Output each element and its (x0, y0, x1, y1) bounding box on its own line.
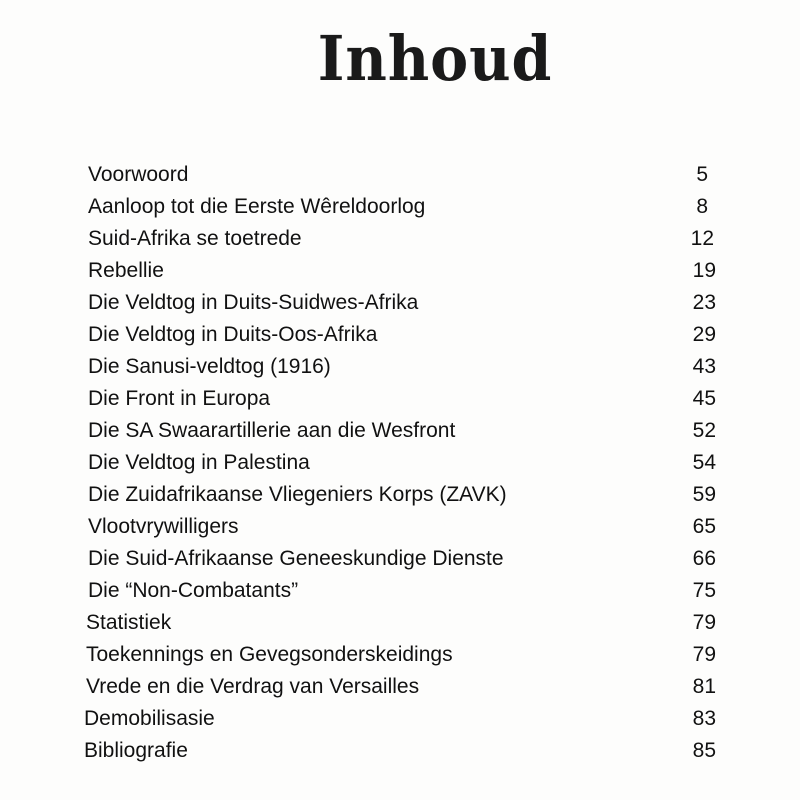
toc-entry (0, 160, 800, 190)
toc-entry-page: 8 (696, 195, 708, 218)
toc-entry-title: Aanloop tot die Eerste Wêreldoorlog (88, 195, 426, 218)
toc-entry (0, 192, 800, 222)
toc-entry-title: Die Suid-Afrikaanse Geneeskundige Dienste (88, 547, 504, 570)
toc-entry (0, 704, 800, 734)
toc-entry (0, 672, 800, 702)
toc-entry-page: 19 (692, 259, 716, 282)
toc-entry-title: Die Veldtog in Duits-Oos-Afrika (88, 323, 378, 346)
toc-entry-page: 43 (692, 355, 716, 378)
toc-entry-title: Toekennings en Gevegsonderskeidings (86, 643, 453, 666)
toc-entry-page: 23 (692, 291, 716, 314)
toc-entry-page: 79 (692, 643, 716, 666)
toc-entry (0, 384, 800, 414)
toc-entry-title: Vlootvrywilligers (88, 515, 239, 538)
toc-entry-page: 12 (690, 227, 714, 250)
toc-entry-page: 66 (692, 547, 716, 570)
toc-entry (0, 288, 800, 318)
toc-entry (0, 512, 800, 542)
toc-entry-page: 59 (692, 483, 716, 506)
toc-entry-title: Bibliografie (84, 739, 188, 762)
toc-entry-title: Die SA Swaarartillerie aan die Wesfront (88, 419, 456, 442)
toc-entry-page: 5 (696, 163, 708, 186)
toc-entry (0, 640, 800, 670)
toc-entry (0, 320, 800, 350)
toc-entry-page: 83 (692, 707, 716, 730)
toc-entry-title: Die Veldtog in Duits-Suidwes-Afrika (88, 291, 419, 314)
toc-entry-title: Die Sanusi-veldtog (1916) (88, 355, 331, 378)
toc-entry-page: 85 (692, 739, 716, 762)
page-title: Inhoud (317, 22, 553, 95)
toc-entry-page: 79 (692, 611, 716, 634)
toc-entry-title: Suid-Afrika se toetrede (88, 227, 302, 250)
toc-entry (0, 736, 800, 766)
toc-entry-page: 75 (692, 579, 716, 602)
toc-entry (0, 608, 800, 638)
toc-entry-title: Rebellie (88, 259, 164, 282)
toc-entry-page: 45 (692, 387, 716, 410)
toc-entry-page: 81 (692, 675, 716, 698)
toc-entry-page: 29 (692, 323, 716, 346)
toc-entry-title: Demobilisasie (84, 707, 215, 730)
toc-entry-title: Voorwoord (88, 163, 189, 186)
toc-entry-title: Die “Non-Combatants” (88, 579, 299, 602)
toc-entry-title: Die Front in Europa (88, 387, 271, 410)
toc-entry (0, 480, 800, 510)
toc-entry (0, 416, 800, 446)
toc-entry-title: Die Veldtog in Palestina (88, 451, 310, 474)
toc-entry-title: Statistiek (86, 611, 172, 634)
toc-entry (0, 352, 800, 382)
toc-entry-page: 65 (692, 515, 716, 538)
toc-entry-title: Die Zuidafrikaanse Vliegeniers Korps (ZAVK) (88, 483, 507, 506)
toc-entry-page: 52 (692, 419, 716, 442)
toc-entry (0, 544, 800, 574)
toc-entry (0, 224, 800, 254)
toc-entry-title: Vrede en die Verdrag van Versailles (86, 675, 420, 698)
toc-entry (0, 256, 800, 286)
toc-entry (0, 448, 800, 478)
toc-entry (0, 576, 800, 606)
toc-entry-page: 54 (692, 451, 716, 474)
